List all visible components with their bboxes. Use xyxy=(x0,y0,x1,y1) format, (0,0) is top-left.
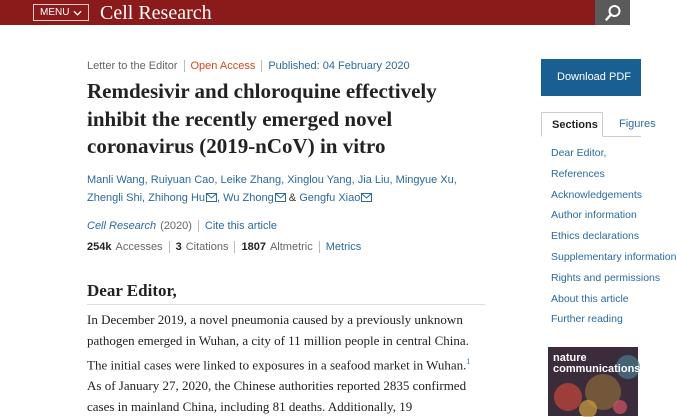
journal-name[interactable]: Cell Research xyxy=(87,220,157,232)
citations-label: Citations xyxy=(185,241,229,253)
author-name[interactable]: Zhihong Hu xyxy=(148,191,206,204)
site-logo[interactable]: Cell Research xyxy=(100,2,212,24)
section-link-rights-and-permissions[interactable]: Rights and permissions xyxy=(551,271,661,284)
author-name[interactable]: Gengfu Xiao xyxy=(299,191,361,204)
citations-count: 3 xyxy=(175,241,182,253)
divider xyxy=(198,220,199,232)
author-list: Manli Wang, Ruiyuan Cao, Leike Zhang, Xinglou Yang, Jia Liu, Mingyue Xu, Zhengli Shi, Zhihong Hu , Wu Zhong & Gengfu Xiao xyxy=(87,174,457,204)
divider xyxy=(184,60,185,72)
author-name[interactable]: Wu Zhong xyxy=(223,191,274,204)
reference-link[interactable]: 1 xyxy=(466,357,471,366)
menu-button[interactable] xyxy=(33,4,89,21)
author-name[interactable]: Manli Wang xyxy=(87,174,145,186)
divider xyxy=(169,241,170,253)
nature-communications-ad[interactable] xyxy=(548,347,641,416)
article-body-paragraph xyxy=(87,309,487,417)
section-link-supplementary-information[interactable]: Supplementary information xyxy=(551,250,676,263)
article-meta xyxy=(87,60,410,72)
tab-figures[interactable]: Figures xyxy=(619,118,656,130)
search-button[interactable] xyxy=(595,0,630,25)
open-access-badge: Open Access xyxy=(190,60,256,72)
promo-line-1: nature xyxy=(553,352,587,364)
author-name[interactable]: Jia Liu xyxy=(357,174,390,186)
download-pdf-button[interactable]: Download PDF xyxy=(541,59,641,96)
altmetric-score: 1807 xyxy=(241,241,266,253)
promo-title xyxy=(553,353,640,375)
accesses-count: 254k xyxy=(87,241,112,253)
sidebar-tabs xyxy=(541,112,656,137)
article-metrics xyxy=(87,241,361,253)
section-link-author-information[interactable]: Author information xyxy=(551,209,637,222)
section-link-acknowledgements[interactable]: Acknowledgements xyxy=(551,188,643,201)
author-joiner: & xyxy=(288,191,297,204)
section-heading: Dear Editor, xyxy=(87,281,485,305)
published-date: Published: 04 February 2020 xyxy=(268,60,410,72)
sections-list xyxy=(551,143,676,330)
site-header xyxy=(0,0,630,25)
accesses-label: Accesses xyxy=(115,241,163,253)
search-icon xyxy=(604,4,622,22)
divider xyxy=(319,241,320,253)
cite-this-article-link[interactable]: Cite this article xyxy=(204,220,278,232)
email-icon[interactable] xyxy=(206,193,217,202)
section-link-about-this-article[interactable]: About this article xyxy=(551,292,629,305)
metrics-link[interactable]: Metrics xyxy=(325,241,362,253)
article-title: Remdesivir and chloroquine effectively inhibit the recently emerged novel coronavirus (2019-nCoV) in vitro xyxy=(87,79,437,158)
publication-year: (2020) xyxy=(160,220,192,232)
altmetric-label: Altmetric xyxy=(269,241,313,253)
body-text-part: As of January 27, 2020, the Chinese authorities reported 2835 confirmed cases in mainland China, including 81 deaths. Additionally, 19 xyxy=(87,378,467,415)
article-type: Letter to the Editor xyxy=(87,60,178,72)
author-name[interactable]: Leike Zhang xyxy=(220,174,282,186)
author-name[interactable]: Mingyue Xu xyxy=(395,174,454,186)
email-icon[interactable] xyxy=(275,193,286,202)
divider xyxy=(234,241,235,253)
section-link-further-reading[interactable]: Further reading xyxy=(551,313,623,326)
divider xyxy=(261,60,262,72)
section-link-references[interactable]: References xyxy=(551,167,605,180)
chevron-down-icon xyxy=(73,10,82,16)
menu-label: MENU xyxy=(40,7,70,18)
citation-line xyxy=(87,220,277,232)
tab-sections[interactable]: Sections xyxy=(541,112,603,137)
author-name[interactable]: Ruiyuan Cao xyxy=(150,174,215,186)
body-text-part: In December 2019, a novel pneumonia caused by a previously unknown pathogen emerged in Wuhan, a city of 11 million people in central China. The initial cases were linked to exposures in a seafood market in Wuhan. xyxy=(87,312,469,373)
promo-line-2: communications xyxy=(553,363,641,375)
email-icon[interactable] xyxy=(361,193,372,202)
section-link-dear-editor[interactable]: Dear Editor, xyxy=(551,147,607,159)
author-name[interactable]: Zhengli Shi xyxy=(87,191,143,204)
section-link-ethics-declarations[interactable]: Ethics declarations xyxy=(551,230,640,243)
author-name[interactable]: Xinglou Yang xyxy=(287,174,352,186)
